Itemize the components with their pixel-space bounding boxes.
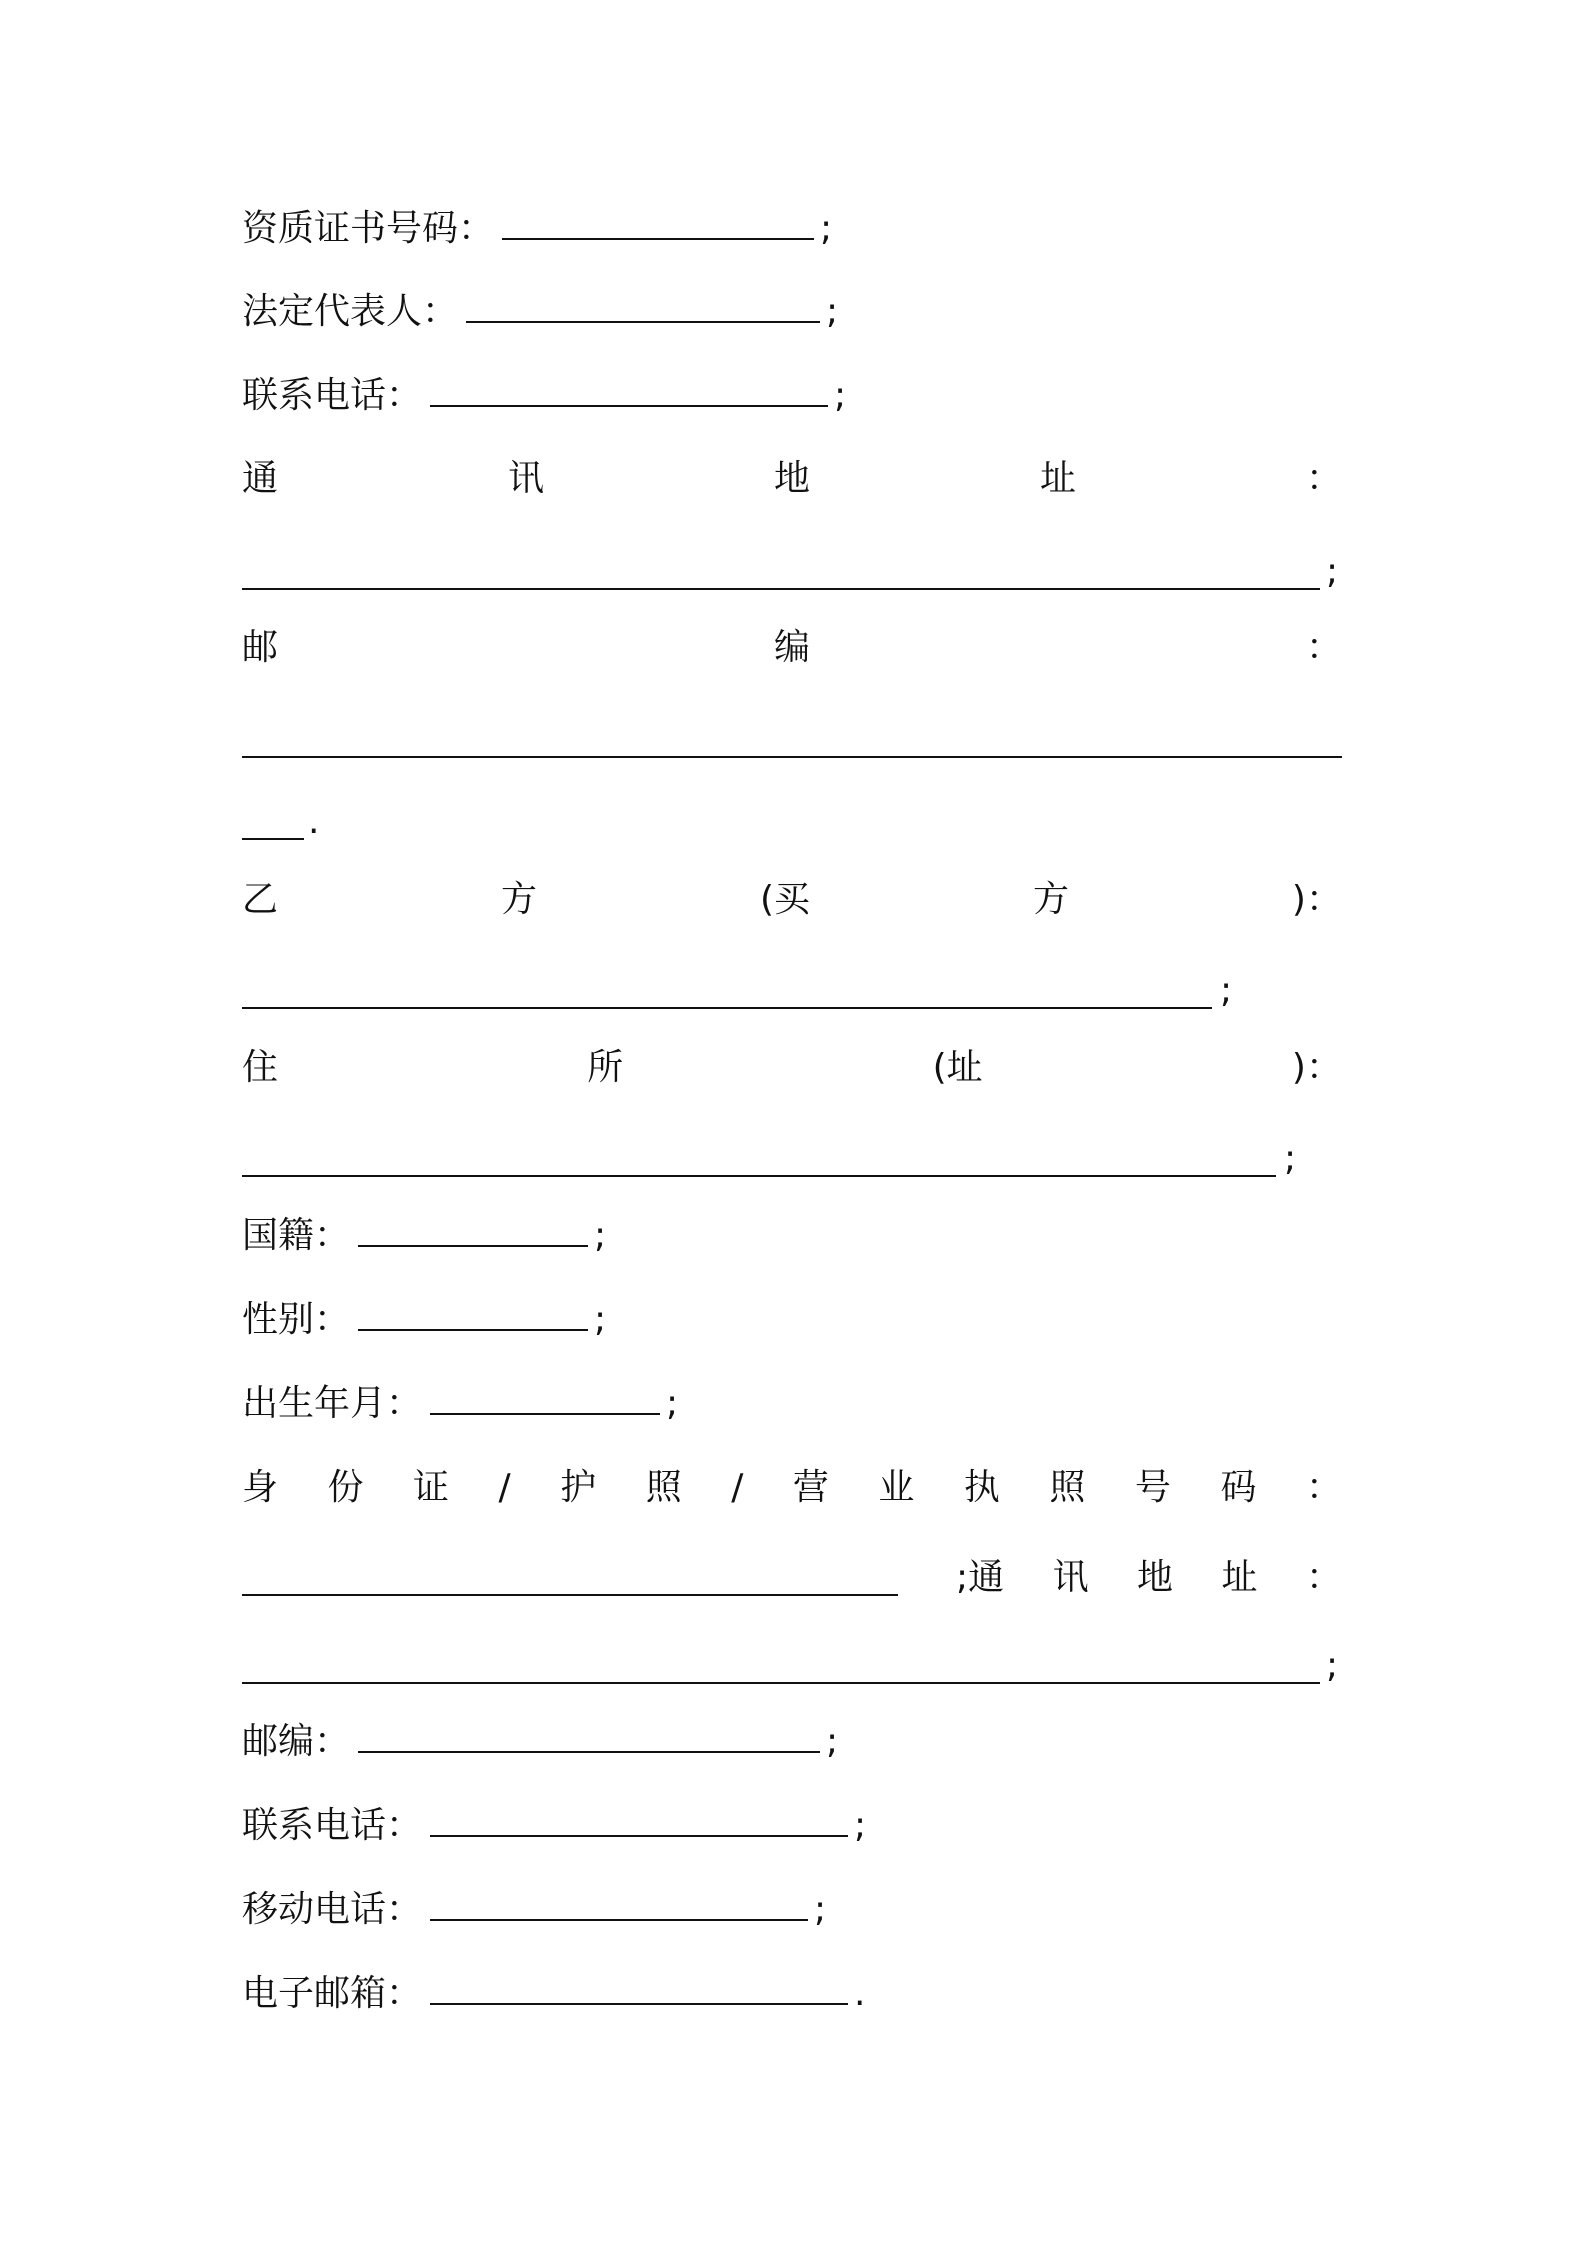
blank-nationality[interactable] (358, 1213, 588, 1247)
char: 证 (413, 1467, 450, 1508)
blank-address-a[interactable] (242, 586, 1320, 590)
field-phone-b (242, 1802, 866, 1850)
blank-birth[interactable] (430, 1381, 660, 1415)
field-label: 邮编： (242, 1721, 351, 1762)
field-postcode-b (242, 1718, 838, 1766)
field-gender (242, 1296, 606, 1344)
char: 地 (1137, 1557, 1174, 1598)
field-label: 法定代表人： (242, 291, 459, 332)
blank-cert-number[interactable] (502, 206, 814, 240)
char: ： (1305, 458, 1342, 499)
char: 地 (773, 458, 810, 499)
field-cert-number (242, 205, 832, 253)
char: 业 (878, 1467, 915, 1508)
field-label: 国籍： (242, 1215, 351, 1256)
char: 执 (963, 1467, 1000, 1508)
field-residence-label (242, 1044, 1342, 1092)
punctuation: . (854, 1973, 866, 2014)
char: ： (1305, 1467, 1342, 1508)
punctuation: ; (814, 1889, 827, 1930)
char: 营 (792, 1467, 829, 1508)
punctuation: ; (666, 1383, 679, 1424)
punctuation: ; (594, 1215, 607, 1256)
char: / (731, 1467, 744, 1508)
char (956, 1554, 1004, 1602)
blank-postcode-a-cont[interactable] (242, 836, 304, 840)
char: 讯 (1052, 1557, 1089, 1598)
char: 所 (587, 1047, 624, 1088)
char: 邮 (242, 627, 279, 668)
char: 方 (500, 879, 537, 920)
char: 编 (773, 627, 810, 668)
char: )： (1291, 1047, 1342, 1088)
char: 号 (1134, 1467, 1171, 1508)
char: 身 (242, 1467, 279, 1508)
punctuation: ; (854, 1805, 867, 1846)
blank-address-b[interactable] (242, 1680, 1320, 1684)
field-mobile (242, 1886, 826, 1934)
punctuation: ; (834, 375, 847, 416)
char: / (498, 1467, 511, 1508)
char: 份 (327, 1467, 364, 1508)
char: 通 (968, 1557, 1005, 1598)
blank-legal-representative[interactable] (466, 289, 820, 323)
char: 讯 (507, 458, 544, 499)
blank-gender[interactable] (358, 1297, 588, 1331)
field-postcode-a-label (242, 624, 1342, 672)
field-nationality (242, 1212, 606, 1260)
punctuation: . (308, 801, 320, 842)
field-label: 联系电话： (242, 1805, 423, 1846)
punctuation: ; (826, 291, 839, 332)
punctuation: ; (594, 1299, 607, 1340)
char: 址 (1221, 1557, 1258, 1598)
blank-id-number[interactable] (242, 1592, 898, 1596)
punctuation: ; (826, 1721, 839, 1762)
punctuation: ; (1326, 551, 1339, 592)
punctuation: ; (1284, 1138, 1297, 1179)
punctuation: ; (956, 1557, 969, 1598)
punctuation: ; (820, 208, 833, 249)
char: )： (1291, 879, 1342, 920)
field-email (242, 1970, 865, 2018)
char: 护 (560, 1467, 597, 1508)
char: (址 (932, 1047, 983, 1088)
blank-residence[interactable] (242, 1173, 1276, 1177)
blank-phone-b[interactable] (430, 1803, 848, 1837)
char: 通 (242, 458, 279, 499)
field-label: 电子邮箱： (242, 1973, 423, 2014)
field-label: 移动电话： (242, 1889, 423, 1930)
blank-postcode-b[interactable] (358, 1719, 820, 1753)
field-birth (242, 1380, 678, 1428)
char: 码 (1220, 1467, 1257, 1508)
field-legal-representative (242, 288, 838, 336)
blank-party-b[interactable] (242, 1005, 1212, 1009)
char: 方 (1032, 879, 1069, 920)
blank-postcode-a[interactable] (242, 754, 1342, 758)
field-party-b-label (242, 876, 1342, 924)
field-phone-a (242, 372, 846, 420)
field-address-a-label (242, 455, 1342, 503)
punctuation: ; (1220, 970, 1233, 1011)
field-label: 资质证书号码： (242, 208, 495, 249)
punctuation: ; (1326, 1645, 1339, 1686)
char: (买 (759, 879, 810, 920)
field-address-b-label (956, 1554, 1342, 1602)
blank-mobile[interactable] (430, 1887, 808, 1921)
char: ： (1305, 627, 1342, 668)
field-label: 联系电话： (242, 375, 423, 416)
char: 照 (1049, 1467, 1086, 1508)
field-label: 出生年月： (242, 1383, 423, 1424)
char: ： (1305, 1557, 1342, 1598)
field-id-number-label (242, 1464, 1342, 1512)
char: 住 (242, 1047, 279, 1088)
blank-phone-a[interactable] (430, 373, 828, 407)
field-label: 性别： (242, 1299, 351, 1340)
char: 址 (1039, 458, 1076, 499)
char: 乙 (242, 879, 279, 920)
blank-email[interactable] (430, 1971, 848, 2005)
char: 照 (645, 1467, 682, 1508)
